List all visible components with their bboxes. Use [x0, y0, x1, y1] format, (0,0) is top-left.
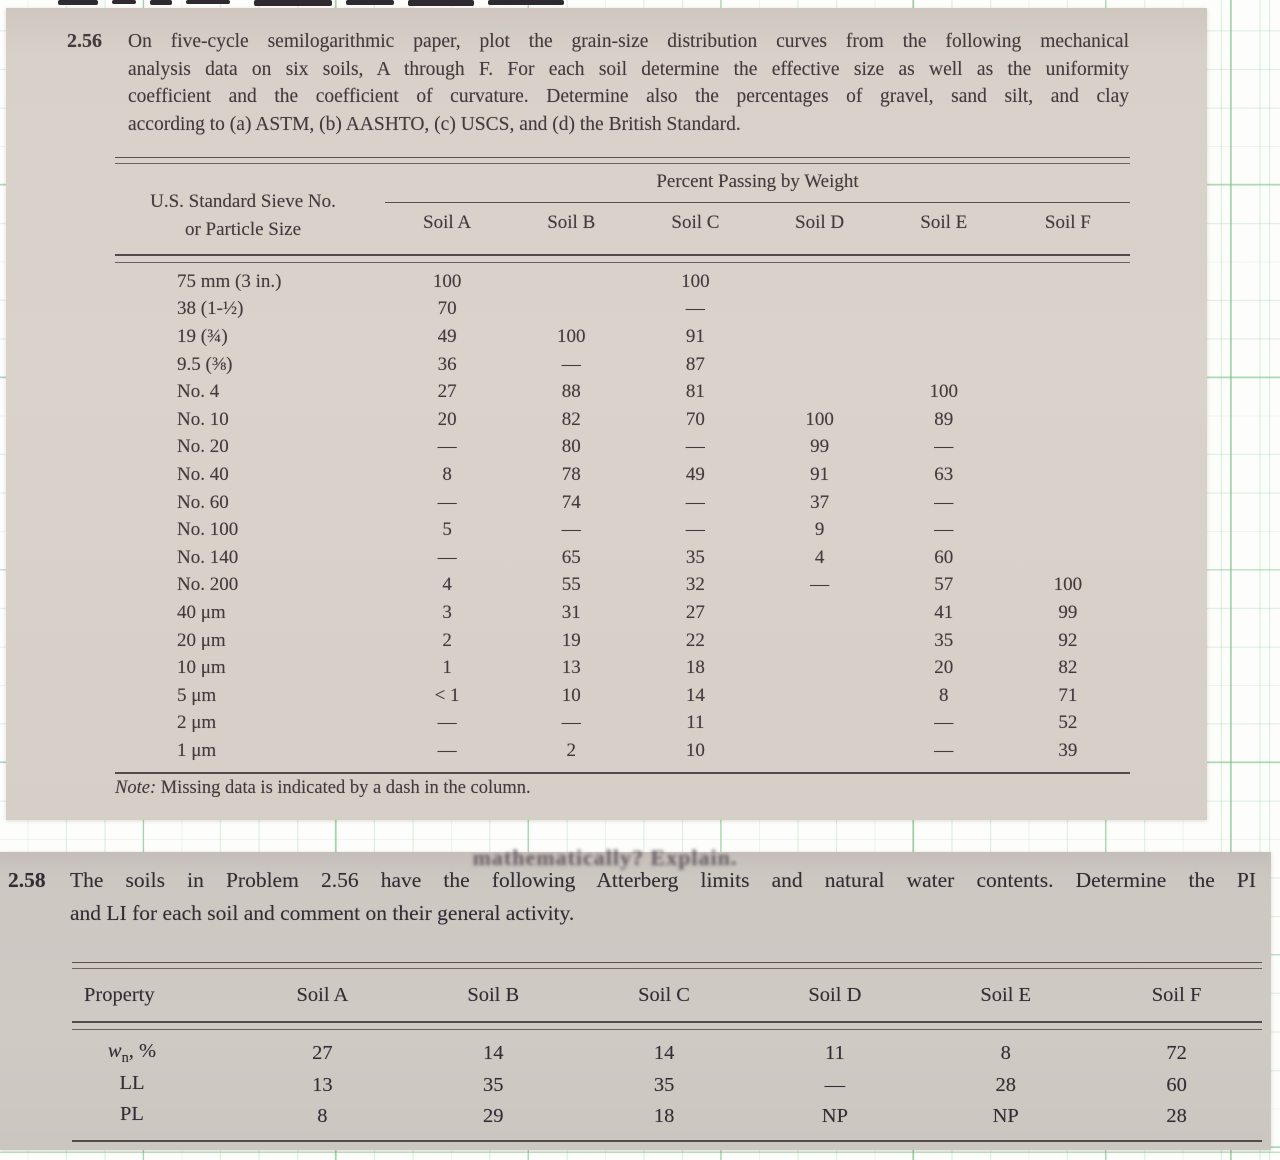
cell-soil-b: — [561, 353, 581, 375]
problem-number: 2.56 [67, 30, 102, 52]
cell-soil-c: 18 [685, 657, 705, 679]
text-smudge [488, 0, 564, 5]
cell-soil-e: 100 [929, 381, 958, 403]
column-header: Soil B [467, 983, 520, 1006]
cell-soil-c: — [685, 491, 705, 513]
sieve-label: 2 μm [177, 712, 217, 734]
cell-soil-d: — [824, 1073, 846, 1096]
cell-soil-f: 28 [1166, 1105, 1187, 1128]
cell-soil-d: — [810, 574, 830, 596]
sieve-label: 9.5 (⅜) [177, 353, 233, 375]
sieve-label: 10 μm [177, 657, 226, 679]
cell-soil-d: 99 [810, 436, 830, 458]
cell-soil-b: 14 [482, 1042, 504, 1065]
column-header: Soil F [1151, 983, 1202, 1006]
sieve-label: 75 mm (3 in.) [177, 270, 282, 292]
sieve-label: 1 μm [177, 739, 217, 761]
sieve-label: 38 (1-½) [177, 298, 244, 320]
text-smudge [112, 0, 136, 4]
table-row [115, 516, 1130, 544]
cell-soil-c: 70 [685, 408, 705, 430]
cell-soil-c: 14 [685, 684, 705, 706]
cell-soil-a: 27 [312, 1042, 333, 1065]
table-row [115, 378, 1130, 406]
table-row [72, 1038, 1262, 1070]
cell-soil-c: 35 [685, 546, 705, 568]
cell-soil-a: — [437, 436, 457, 458]
cell-soil-b: — [561, 519, 581, 541]
cell-soil-c: 81 [685, 381, 705, 403]
cell-soil-c: 10 [685, 739, 705, 761]
table-header [115, 164, 1130, 254]
table-row [72, 1101, 1262, 1133]
sieve-analysis-table [115, 157, 1130, 774]
table-row [115, 572, 1130, 600]
cell-soil-f: 52 [1058, 712, 1078, 734]
table-row [115, 544, 1130, 572]
cell-soil-a: 49 [437, 325, 457, 347]
cell-soil-d: 91 [810, 463, 830, 485]
cell-soil-a: 27 [437, 381, 457, 403]
problem-text-line: according to (a) ASTM, (b) AASHTO, (c) USCS, and (d) the British Standard. [128, 113, 741, 135]
cell-soil-a: — [437, 491, 457, 513]
table-row [115, 351, 1130, 379]
text-smudge [408, 0, 474, 6]
cell-soil-d: 11 [825, 1042, 845, 1065]
cell-soil-c: 49 [685, 463, 705, 485]
cell-soil-b: 10 [561, 684, 581, 706]
table-row [115, 323, 1130, 351]
column-header: Soil E [980, 983, 1032, 1006]
table-row [115, 682, 1130, 710]
property-label: $w_n$, % [107, 1040, 157, 1067]
sieve-label: No. 60 [177, 491, 229, 513]
cell-soil-e: 8 [938, 684, 949, 706]
cell-soil-f: 60 [1166, 1073, 1187, 1096]
cell-soil-c: — [685, 298, 705, 320]
problem-2-58-text [70, 864, 1256, 930]
table-header [72, 969, 1262, 1021]
sieve-label: 5 μm [177, 684, 217, 706]
cell-soil-b: — [561, 712, 581, 734]
soil-column-headers [385, 203, 1130, 243]
cell-soil-c: 87 [685, 353, 705, 375]
cell-soil-a: — [437, 739, 457, 761]
cell-soil-b: 88 [561, 381, 581, 403]
header-line: U.S. Standard Sieve No. [150, 191, 336, 212]
property-header: Property [84, 983, 155, 1006]
header-divider-rule [72, 1021, 1262, 1030]
cell-soil-e: 35 [934, 629, 954, 651]
problem-2-56 [56, 28, 1129, 138]
header-line: or Particle Size [184, 218, 302, 240]
cell-soil-c: 11 [686, 712, 705, 734]
cell-soil-e: 63 [934, 463, 954, 485]
clipped-text: mathematically? Explain. [472, 845, 738, 870]
cell-soil-e: NP [992, 1105, 1019, 1128]
problem-text-line: coefficient and the coefficient of curvature. Determine also the percentages of gravel, sand silt, and clay [128, 86, 1129, 107]
cell-soil-b: 100 [556, 325, 586, 347]
atterberg-limits-table [72, 962, 1262, 1142]
cell-soil-d: 100 [805, 408, 834, 430]
table-row [115, 461, 1130, 489]
table-row [115, 654, 1130, 682]
cell-soil-c: 14 [653, 1042, 675, 1065]
text-smudge [254, 0, 332, 6]
problem-2-58 [8, 864, 1256, 930]
span-header: Percent Passing by Weight [656, 171, 859, 192]
cell-soil-a: 8 [442, 463, 452, 485]
table-body [72, 1030, 1262, 1140]
cell-soil-e: 8 [1000, 1042, 1011, 1065]
sieve-label: No. 20 [177, 436, 229, 458]
property-label: LL [119, 1071, 145, 1094]
cell-soil-a: 1 [442, 657, 452, 679]
column-header: Soil F [1044, 212, 1091, 233]
cell-soil-e: 60 [934, 546, 954, 568]
cell-soil-b: 65 [561, 546, 581, 568]
text-smudge [150, 0, 172, 5]
column-header: Soil C [638, 983, 690, 1006]
cell-soil-b: 35 [482, 1073, 504, 1096]
cell-soil-c: — [685, 519, 705, 541]
cell-soil-e: — [934, 491, 954, 513]
table-top-rule [72, 962, 1262, 969]
table-top-rule [115, 157, 1130, 164]
percent-passing-header-group [385, 164, 1130, 243]
cell-soil-a: < 1 [434, 684, 460, 706]
cell-soil-f: 39 [1058, 739, 1078, 761]
sieve-label: No. 140 [177, 546, 239, 568]
text-smudge [186, 0, 230, 4]
header-divider-rule [115, 254, 1130, 263]
cell-soil-f: 92 [1058, 629, 1078, 651]
cell-soil-a: — [437, 712, 457, 734]
table-row [115, 434, 1130, 462]
sieve-label: No. 100 [177, 519, 239, 541]
column-header: Soil D [808, 983, 862, 1006]
cell-soil-d: NP [821, 1105, 849, 1128]
cell-soil-f: 71 [1058, 684, 1078, 706]
table-row [115, 710, 1130, 738]
sieve-column-header [115, 188, 371, 243]
table-row [115, 599, 1130, 627]
cell-soil-c: 32 [685, 574, 705, 596]
sieve-label: No. 40 [177, 463, 229, 485]
cell-soil-b: 78 [561, 463, 581, 485]
problem-2-56-text [128, 28, 1129, 138]
clipped-text-fragment [285, 845, 925, 870]
sieve-label: No. 4 [177, 381, 220, 403]
sieve-label: No. 10 [177, 408, 229, 430]
table-bottom-rule [72, 1140, 1262, 1142]
cell-soil-c: 91 [685, 325, 705, 347]
problem-text-line: and LI for each soil and comment on their general activity. [70, 901, 575, 925]
column-header: Soil B [547, 212, 596, 233]
cell-soil-f: 82 [1058, 657, 1078, 679]
cell-soil-a: 13 [312, 1073, 333, 1096]
cell-soil-b: 29 [482, 1105, 504, 1128]
cell-soil-a: 36 [437, 353, 457, 375]
table-bottom-rule [115, 772, 1130, 774]
cell-soil-e: 89 [934, 408, 954, 430]
table-row [115, 627, 1130, 655]
note-prefix: Note: [115, 778, 157, 798]
table-body [115, 263, 1130, 772]
cell-soil-e: — [934, 436, 954, 458]
cell-soil-a: 3 [442, 601, 452, 623]
cell-soil-f: 100 [1053, 574, 1083, 596]
cell-soil-d: 37 [810, 491, 830, 513]
cell-soil-a: 20 [437, 408, 457, 430]
sieve-label: 20 μm [177, 629, 226, 651]
problem-text-line: On five-cycle semilogarithmic paper, plot the grain-size distribution curves from the following mechanical [128, 31, 1129, 52]
column-header: Soil A [296, 983, 349, 1006]
cell-soil-b: 74 [561, 491, 581, 513]
cell-soil-e: — [934, 712, 954, 734]
cell-soil-c: 100 [681, 270, 710, 292]
cell-soil-c: 35 [653, 1073, 675, 1096]
table-note [115, 778, 531, 799]
cell-soil-b: 31 [561, 601, 581, 623]
scanned-page-problem-2-58 [0, 845, 1271, 1150]
sieve-label: 40 μm [177, 601, 226, 623]
cell-soil-a: 2 [442, 629, 452, 651]
cell-soil-e: 20 [934, 657, 954, 679]
cell-soil-a: 5 [442, 519, 452, 541]
cell-soil-f: 72 [1166, 1042, 1187, 1065]
cell-soil-d: 4 [814, 546, 825, 568]
text-smudge [346, 0, 394, 5]
cell-soil-e: 41 [934, 601, 954, 623]
table-row [115, 406, 1130, 434]
cell-soil-a: 4 [442, 574, 452, 596]
cell-soil-d: 9 [814, 519, 825, 541]
table-row [115, 737, 1130, 765]
column-header: Soil E [920, 212, 968, 233]
table-row [115, 268, 1130, 296]
cell-soil-c: 27 [685, 601, 705, 623]
problem-text-line: The soils in Problem 2.56 have the following Atterberg limits and natural water contents. Determine the PI [70, 868, 1256, 892]
property-label: PL [120, 1103, 144, 1126]
cell-soil-b: 55 [561, 574, 581, 596]
column-header: Soil C [671, 212, 720, 233]
table-row [72, 1070, 1262, 1102]
cell-soil-c: 18 [653, 1105, 675, 1128]
cell-soil-e: — [934, 519, 954, 541]
cell-soil-c: 22 [685, 629, 705, 651]
clipped-text-fragment [58, 0, 618, 7]
text-smudge [58, 0, 98, 5]
cell-soil-e: 57 [934, 574, 954, 596]
cell-soil-b: 80 [561, 436, 581, 458]
cell-soil-b: 82 [561, 408, 581, 430]
cell-soil-a: 8 [317, 1105, 328, 1128]
sieve-label: 19 (¾) [177, 325, 228, 347]
cell-soil-c: — [685, 436, 705, 458]
note-text: Missing data is indicated by a dash in the column. [156, 778, 531, 798]
cell-soil-a: 70 [437, 298, 457, 320]
problem-text-line: analysis data on six soils, A through F. For each soil determine the effective size as well as the uniformity [128, 58, 1129, 80]
column-header: Soil A [423, 212, 472, 233]
table-row [115, 296, 1130, 324]
column-header: Soil D [795, 212, 845, 233]
cell-soil-e: 28 [995, 1073, 1016, 1096]
cell-soil-a: — [437, 546, 457, 568]
scanned-page-problem-2-56 [6, 8, 1207, 820]
cell-soil-b: 13 [561, 657, 581, 679]
cell-soil-e: — [934, 739, 954, 761]
cell-soil-b: 2 [566, 739, 576, 761]
cell-soil-b: 19 [561, 629, 581, 651]
problem-number: 2.58 [8, 868, 46, 892]
table-row [115, 489, 1130, 517]
sieve-label: No. 200 [177, 574, 239, 596]
cell-soil-a: 100 [432, 270, 462, 292]
cell-soil-f: 99 [1058, 601, 1078, 623]
